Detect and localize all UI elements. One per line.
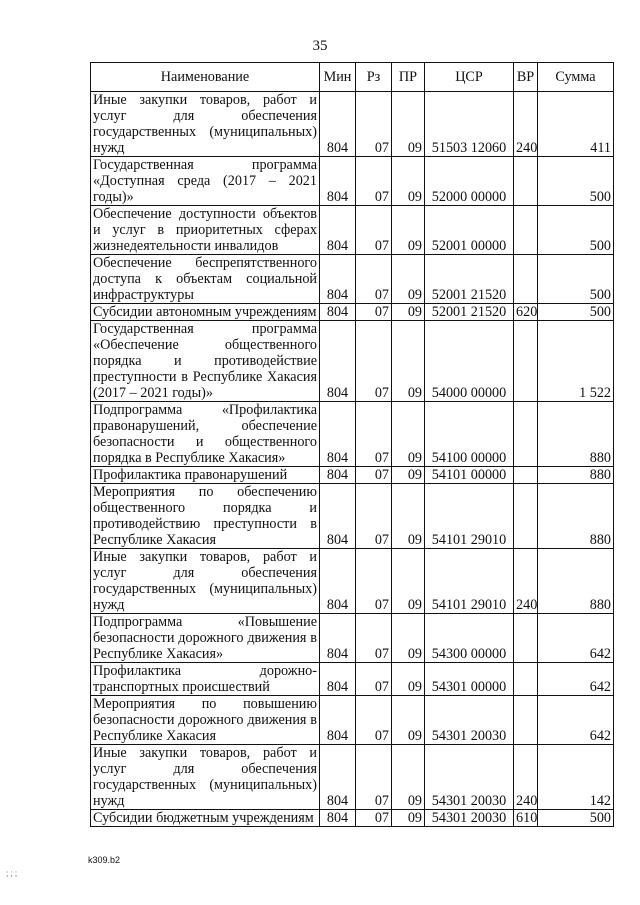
header-sum: Сумма	[538, 63, 614, 92]
cell-rz: 07	[356, 402, 392, 467]
cell-csr: 54301 00000	[425, 663, 514, 696]
cell-sum: 880	[538, 402, 614, 467]
cell-rz: 07	[356, 745, 392, 810]
cell-min: 804	[320, 321, 356, 402]
cell-sum: 642	[538, 663, 614, 696]
cell-pr: 09	[392, 810, 425, 827]
table-row	[91, 484, 614, 549]
cell-sum: 500	[538, 304, 614, 321]
cell-rz: 07	[356, 614, 392, 663]
cell-vr: 240	[514, 745, 538, 810]
cell-name: Мероприятия по обеспечению общественного порядка и противодействию преступности в Республике Хакасия	[91, 484, 320, 549]
cell-min: 804	[320, 157, 356, 206]
table-row	[91, 321, 614, 402]
cell-pr: 09	[392, 157, 425, 206]
cell-csr: 54101 00000	[425, 467, 514, 484]
cell-csr: 51503 12060	[425, 92, 514, 157]
header-pr: ПР	[392, 63, 425, 92]
budget-table	[90, 62, 614, 827]
cell-pr: 09	[392, 484, 425, 549]
cell-vr	[514, 157, 538, 206]
cell-name: Иные закупки товаров, работ и услуг для обеспечения государственных (муниципальных) нужд	[91, 549, 320, 614]
cell-name: Подпрограмма «Повышение безопасности дорожного движения в Республике Хакасия»	[91, 614, 320, 663]
cell-csr: 54300 00000	[425, 614, 514, 663]
cell-sum: 500	[538, 255, 614, 304]
cell-name: Профилактика дорожно-транспортных происшествий	[91, 663, 320, 696]
cell-sum: 880	[538, 484, 614, 549]
cell-csr: 54301 20030	[425, 745, 514, 810]
cell-csr: 52001 21520	[425, 255, 514, 304]
cell-sum: 500	[538, 206, 614, 255]
table-header-row	[91, 63, 614, 92]
cell-name: Государственная программа «Доступная среда (2017 – 2021 годы)»	[91, 157, 320, 206]
table-row	[91, 467, 614, 484]
cell-rz: 07	[356, 255, 392, 304]
cell-csr: 54101 29010	[425, 484, 514, 549]
cell-rz: 07	[356, 484, 392, 549]
cell-name: Профилактика правонарушений	[91, 467, 320, 484]
cell-min: 804	[320, 255, 356, 304]
cell-min: 804	[320, 206, 356, 255]
cell-csr: 54301 20030	[425, 696, 514, 745]
cell-pr: 09	[392, 321, 425, 402]
table-row	[91, 206, 614, 255]
cell-vr: 620	[514, 304, 538, 321]
cell-pr: 09	[392, 467, 425, 484]
table-row	[91, 745, 614, 810]
cell-pr: 09	[392, 402, 425, 467]
cell-name: Мероприятия по повышению безопасности дорожного движения в Республике Хакасия	[91, 696, 320, 745]
cell-rz: 07	[356, 696, 392, 745]
header-min: Мин	[320, 63, 356, 92]
cell-sum: 500	[538, 810, 614, 827]
cell-rz: 07	[356, 663, 392, 696]
cell-sum: 880	[538, 467, 614, 484]
cell-vr	[514, 402, 538, 467]
table-row	[91, 663, 614, 696]
cell-name: Подпрограмма «Профилактика правонарушений, обеспечение безопасности и общественного порядка в Республике Хакасия»	[91, 402, 320, 467]
table-row	[91, 304, 614, 321]
cell-csr: 52001 21520	[425, 304, 514, 321]
cell-vr: 240	[514, 92, 538, 157]
cell-sum: 142	[538, 745, 614, 810]
cell-min: 804	[320, 92, 356, 157]
cell-name: Обеспечение доступности объектов и услуг в приоритетных сферах жизнедеятельности инвалидов	[91, 206, 320, 255]
cell-pr: 09	[392, 549, 425, 614]
cell-min: 804	[320, 810, 356, 827]
cell-name: Обеспечение беспрепятственного доступа к объектам социальной инфраструктуры	[91, 255, 320, 304]
cell-pr: 09	[392, 663, 425, 696]
cell-name: Иные закупки товаров, работ и услуг для обеспечения государственных (муниципальных) нужд	[91, 745, 320, 810]
cell-vr: 610	[514, 810, 538, 827]
cell-vr	[514, 255, 538, 304]
table-row	[91, 157, 614, 206]
table-row	[91, 614, 614, 663]
cell-min: 804	[320, 467, 356, 484]
page-number: 35	[312, 38, 328, 54]
cell-csr: 54301 20030	[425, 810, 514, 827]
header-name: Наименование	[91, 63, 320, 92]
cell-sum: 500	[538, 157, 614, 206]
cell-vr	[514, 696, 538, 745]
footer-code: k309.b2	[88, 855, 121, 865]
cell-csr: 54000 00000	[425, 321, 514, 402]
cell-rz: 07	[356, 206, 392, 255]
cell-rz: 07	[356, 304, 392, 321]
cell-min: 804	[320, 484, 356, 549]
cell-rz: 07	[356, 92, 392, 157]
cell-pr: 09	[392, 614, 425, 663]
table-row	[91, 696, 614, 745]
cell-sum: 411	[538, 92, 614, 157]
margin-marks: ; ; ;	[6, 869, 18, 878]
cell-pr: 09	[392, 206, 425, 255]
cell-rz: 07	[356, 467, 392, 484]
header-csr: ЦСР	[425, 63, 514, 92]
cell-pr: 09	[392, 255, 425, 304]
cell-name: Субсидии автономным учреждениям	[91, 304, 320, 321]
cell-sum: 642	[538, 614, 614, 663]
cell-csr: 52000 00000	[425, 157, 514, 206]
cell-vr	[514, 467, 538, 484]
cell-sum: 1 522	[538, 321, 614, 402]
cell-csr: 54101 29010	[425, 549, 514, 614]
cell-min: 804	[320, 745, 356, 810]
table-row	[91, 810, 614, 827]
cell-rz: 07	[356, 157, 392, 206]
cell-sum: 642	[538, 696, 614, 745]
cell-rz: 07	[356, 549, 392, 614]
cell-min: 804	[320, 402, 356, 467]
cell-min: 804	[320, 549, 356, 614]
cell-pr: 09	[392, 696, 425, 745]
cell-pr: 09	[392, 304, 425, 321]
cell-min: 804	[320, 663, 356, 696]
cell-rz: 07	[356, 810, 392, 827]
cell-vr	[514, 484, 538, 549]
table-row	[91, 255, 614, 304]
cell-pr: 09	[392, 92, 425, 157]
table-row	[91, 92, 614, 157]
cell-csr: 52001 00000	[425, 206, 514, 255]
cell-min: 804	[320, 614, 356, 663]
cell-name: Субсидии бюджетным учреждениям	[91, 810, 320, 827]
cell-min: 804	[320, 696, 356, 745]
cell-min: 804	[320, 304, 356, 321]
table-row	[91, 549, 614, 614]
cell-name: Государственная программа «Обеспечение общественного порядка и противодействие преступности в Республике Хакасия (2017 – 2021 годы)»	[91, 321, 320, 402]
cell-vr	[514, 321, 538, 402]
cell-pr: 09	[392, 745, 425, 810]
cell-vr	[514, 614, 538, 663]
table-row	[91, 402, 614, 467]
cell-vr	[514, 663, 538, 696]
cell-vr	[514, 206, 538, 255]
cell-csr: 54100 00000	[425, 402, 514, 467]
header-vr: ВР	[514, 63, 538, 92]
header-rz: Рз	[356, 63, 392, 92]
cell-name: Иные закупки товаров, работ и услуг для обеспечения государственных (муниципальных) нужд	[91, 92, 320, 157]
cell-rz: 07	[356, 321, 392, 402]
cell-sum: 880	[538, 549, 614, 614]
cell-vr: 240	[514, 549, 538, 614]
